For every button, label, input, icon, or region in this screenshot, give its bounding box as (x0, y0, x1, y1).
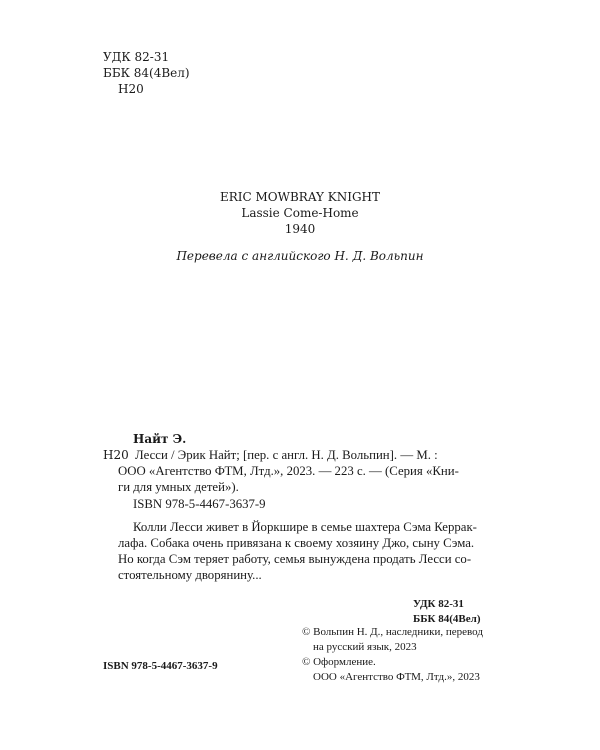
copyright-line-2: на русский язык, 2023 (313, 641, 417, 653)
footer-isbn: ISBN 978-5-4467-3637-9 (103, 660, 218, 672)
copyright-line-1: © Вольпин Н. Д., наследники, перевод (302, 626, 483, 638)
catalog-line-3: ги для умных детей»). (118, 480, 239, 494)
catalog-line-1: Лесси / Эрик Найт; [пер. с англ. Н. Д. Вольпин]. — М. : (135, 448, 438, 462)
catalog-line-2: ООО «Агентство ФТМ, Лтд.», 2023. — 223 с. — (Серия «Кни- (118, 464, 459, 478)
udk-code-top: УДК 82-31 (103, 50, 170, 64)
catalog-isbn: ISBN 978-5-4467-3637-9 (133, 497, 266, 511)
bbk-code-top: ББК 84(4Вел) (103, 66, 190, 80)
catalog-mark: Н20 (103, 448, 129, 462)
original-author: ERIC MOWBRAY KNIGHT (219, 190, 381, 204)
author-mark-top: Н20 (118, 82, 144, 96)
annotation-line-4: стоятельному дворянину... (118, 568, 262, 582)
udk-code-bottom: УДК 82-31 (413, 598, 464, 610)
annotation-line-1: Колли Лесси живет в Йоркшире в семье шахтера Сэма Керрак- (133, 520, 477, 534)
copyright-line-3: © Оформление. (302, 656, 376, 668)
original-year: 1940 (284, 222, 316, 236)
catalog-heading: Найт Э. (133, 432, 187, 446)
bbk-code-bottom: ББК 84(4Вел) (413, 613, 481, 625)
translation-note: Перевела с английского Н. Д. Вольпин (176, 249, 424, 263)
annotation-line-2: лафа. Собака очень привязана к своему хозяину Джо, сыну Сэма. (118, 536, 475, 550)
copyright-line-4: ООО «Агентство ФТМ, Лтд.», 2023 (313, 671, 480, 683)
original-title: Lassie Come-Home (241, 206, 359, 220)
annotation-line-3: Но когда Сэм теряет работу, семья вынуждена продать Лесси со- (118, 552, 472, 566)
